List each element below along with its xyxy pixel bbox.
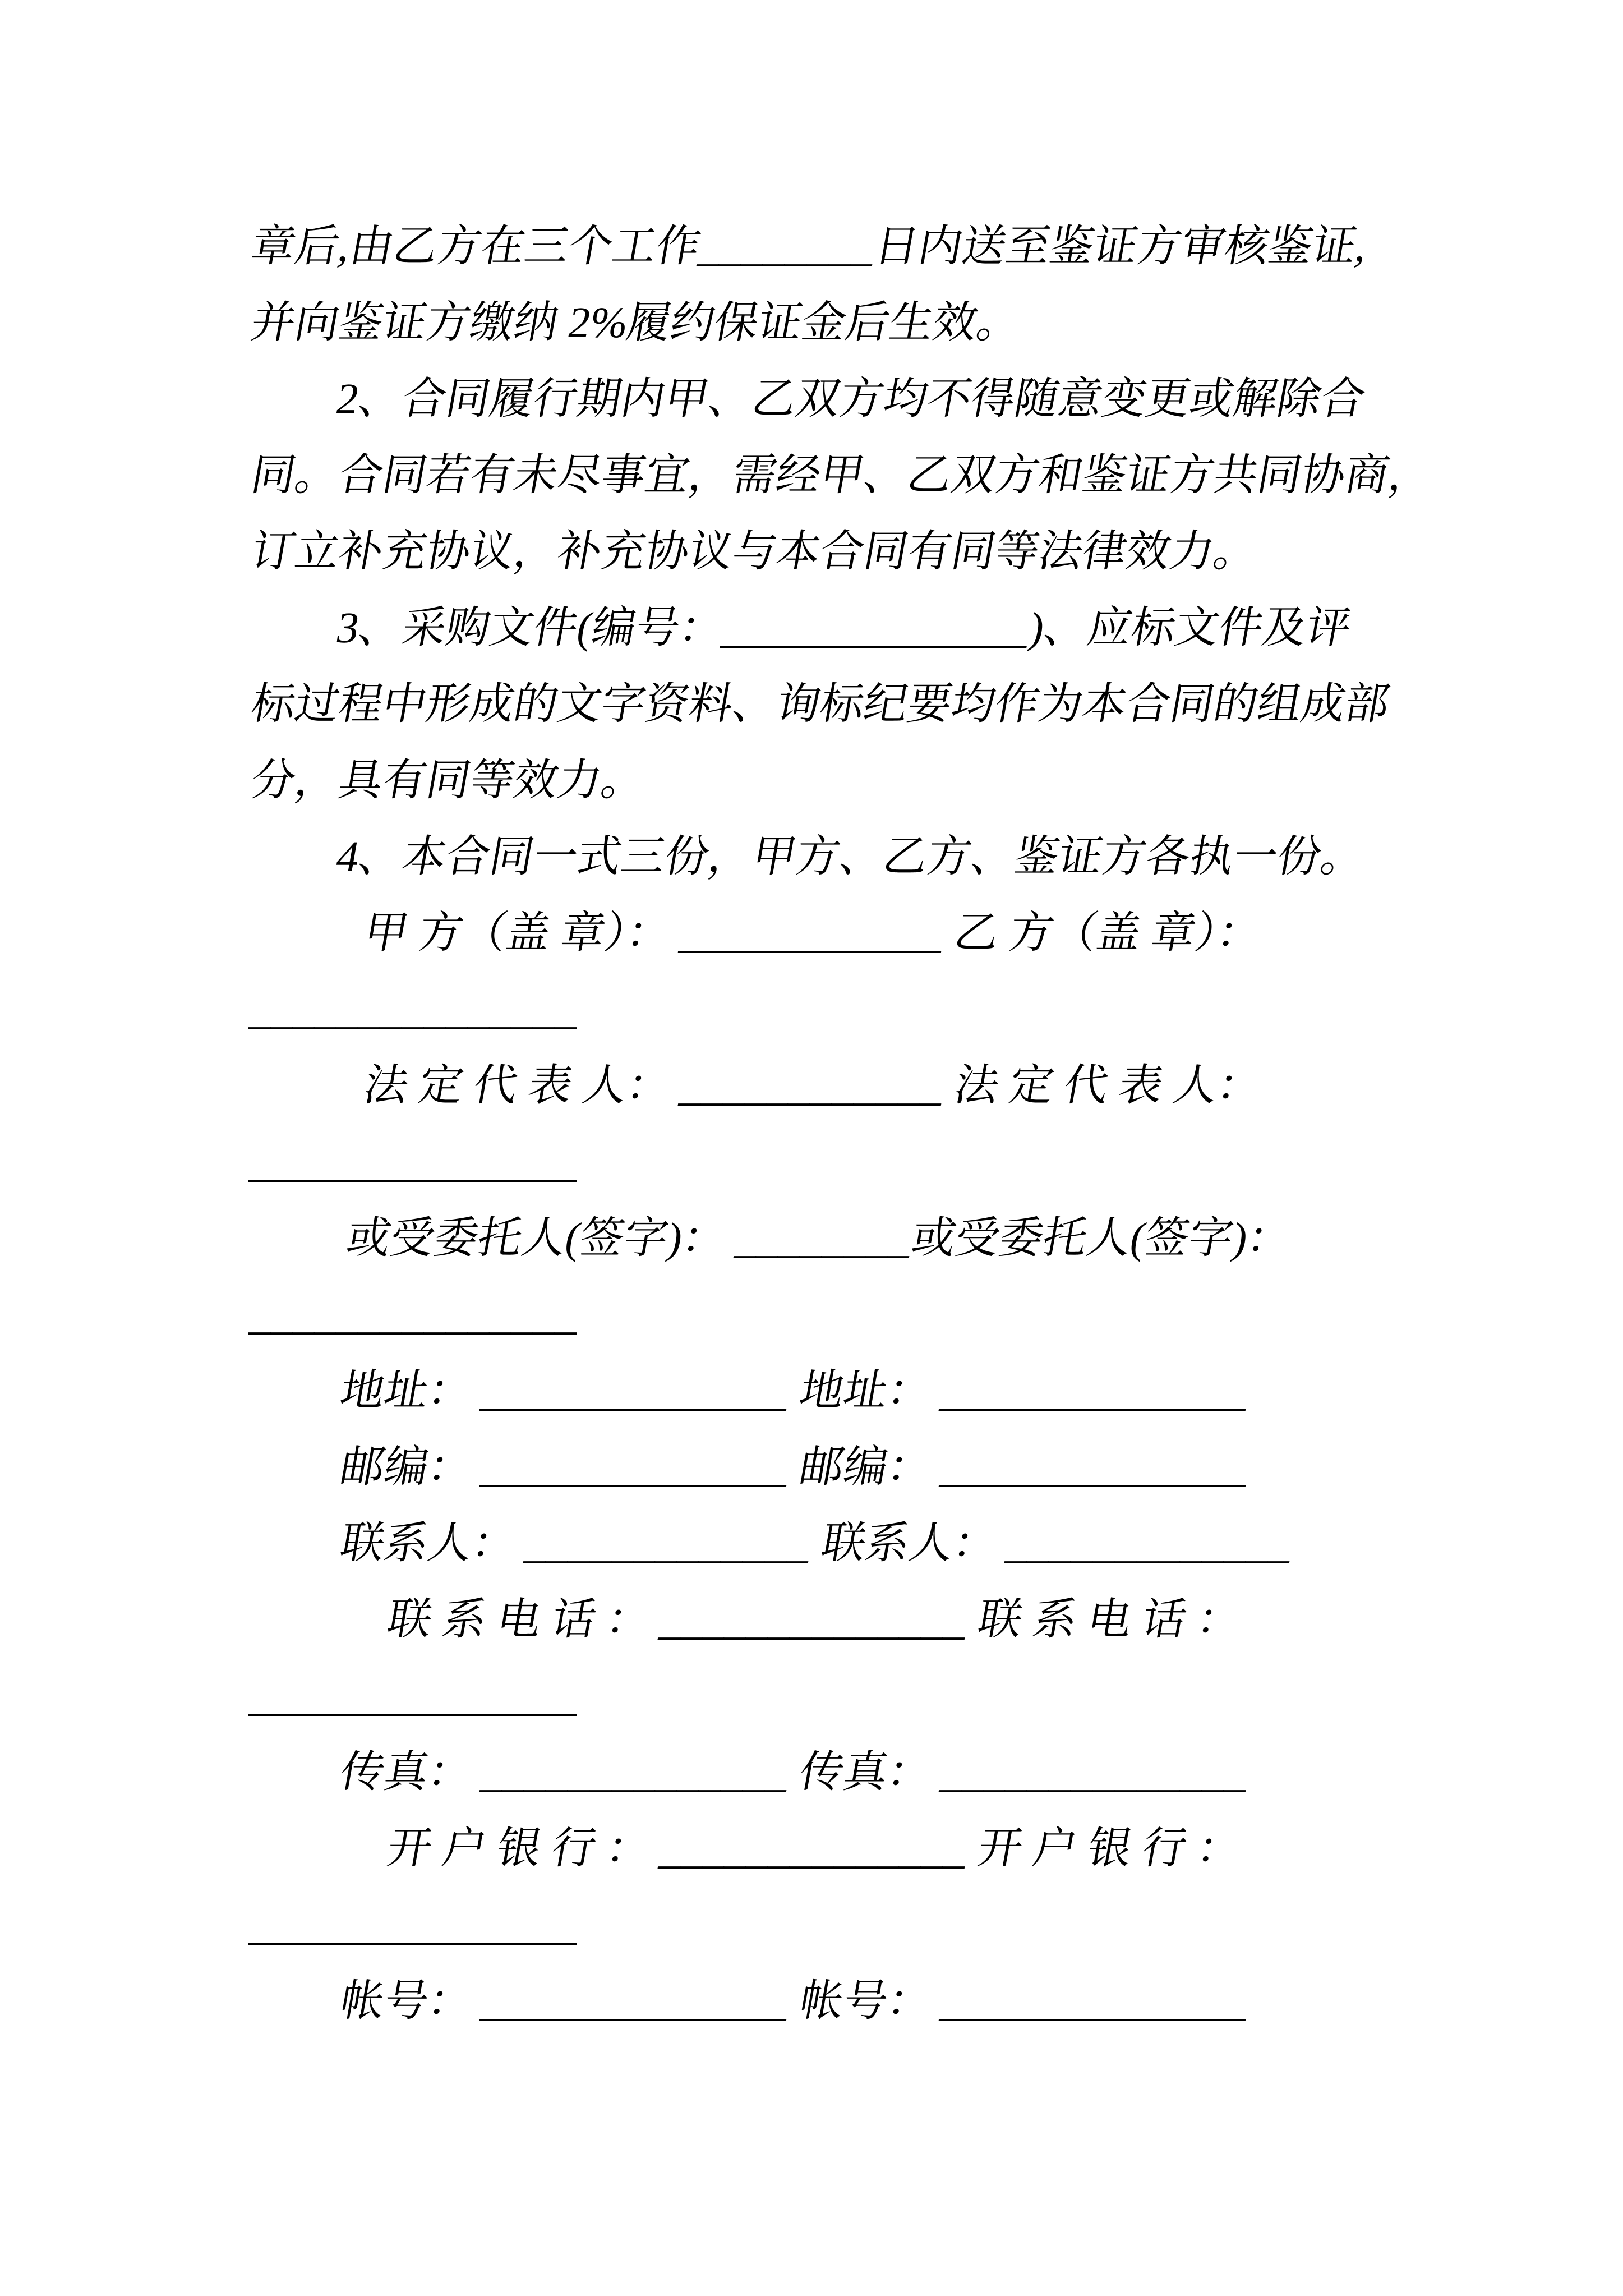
document-lines <box>245 208 1437 2039</box>
account-line: 帐号： ______________ 帐号： ______________ <box>336 1976 1253 2025</box>
bank-line: 开 户 银 行 ： ______________ 开 户 银 行 ： <box>384 1824 1246 1872</box>
clause-2-line-3: 订立补充协议，补充协议与本合同有同等法律效力。 <box>247 527 1262 576</box>
wrapped-blank-line: _______________ <box>247 984 584 1033</box>
clause-2-line-2: 同。合同若有未尽事宜，需经甲、乙双方和鉴证方共同协商， <box>247 450 1437 499</box>
clause-3-line-1: 3、采购文件(编号：______________)、应标文件及评 <box>333 603 1355 652</box>
party-seal-line: 甲 方（盖 章）： ____________ 乙 方（盖 章）： <box>360 908 1266 957</box>
contact-person-line: 联系人： _____________ 联系人： _____________ <box>336 1519 1297 1567</box>
para-effect-line-2: 并向鉴证方缴纳 2%履约保证金后生效。 <box>247 298 1026 347</box>
wrapped-blank-line: _______________ <box>247 1137 584 1186</box>
clause-3-line-3: 分，具有同等效力。 <box>247 756 650 804</box>
fax-line: 传真： ______________ 传真： ______________ <box>336 1747 1253 1796</box>
legal-rep-line: 法 定 代 表 人： ____________ 法 定 代 表 人： <box>360 1061 1266 1110</box>
postcode-line: 邮编： ______________ 邮编： ______________ <box>336 1442 1253 1491</box>
para-effect-line-1: 章后,由乙方在三个工作________日内送至鉴证方审核鉴证, <box>247 222 1372 270</box>
phone-line: 联 系 电 话 ： ______________ 联 系 电 话 ： <box>384 1595 1246 1644</box>
wrapped-blank-line: _______________ <box>247 1900 584 1949</box>
address-line: 地址： ______________ 地址： ______________ <box>336 1366 1253 1415</box>
wrapped-blank-line: _______________ <box>247 1290 584 1338</box>
document-content <box>245 208 1437 2039</box>
clause-2-line-1: 2、合同履行期内甲、乙双方均不得随意变更或解除合 <box>333 374 1370 423</box>
wrapped-blank-line: _______________ <box>247 1671 584 1720</box>
clause-3-line-2: 标过程中形成的文字资料、询标纪要均作为本合同的组成部 <box>247 679 1394 728</box>
attorney-sign-line: 或受委托人(签字)： ________或受委托人(签字)： <box>343 1213 1296 1262</box>
clause-4-line-1: 4、本合同一式三份，甲方、乙方、鉴证方各执一份。 <box>333 832 1370 881</box>
